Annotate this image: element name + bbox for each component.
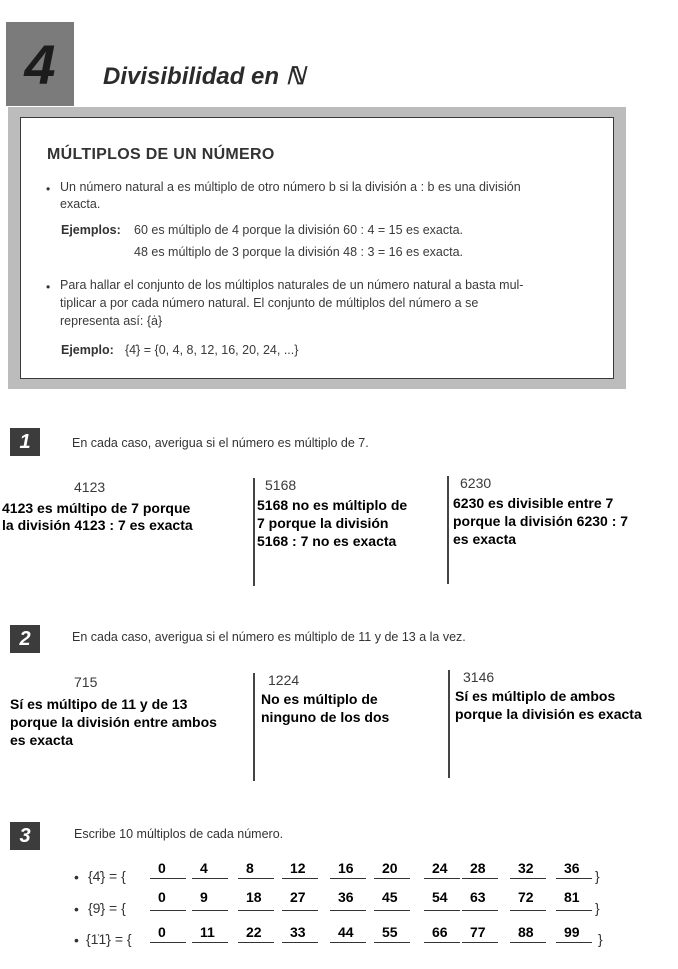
bullet-icon: • — [74, 869, 79, 885]
multiple-value: 0 — [158, 924, 166, 940]
multiple-value: 54 — [432, 889, 448, 905]
bullet-icon: • — [74, 901, 79, 917]
ex1-answer-2-line3: 5168 : 7 no es exacta — [257, 533, 397, 549]
answer-underline — [238, 878, 274, 879]
bullet-icon: • — [46, 182, 51, 196]
multiple-value: 27 — [290, 889, 306, 905]
multiple-value: 18 — [246, 889, 262, 905]
theory-bullet1-line1: Un número natural a es múltiplo de otro número b si la división a : b es una división — [60, 180, 521, 194]
answer-underline — [424, 942, 460, 943]
answer-underline — [238, 910, 274, 911]
ex2-number-2: 1224 — [268, 672, 300, 688]
answer-underline — [510, 910, 546, 911]
multiple-value: 36 — [564, 860, 580, 876]
multiple-value: 72 — [518, 889, 534, 905]
set-label-9: {9̇} = { — [88, 900, 126, 916]
multiple-value: 8 — [246, 860, 254, 876]
set-close-brace: } — [598, 931, 603, 947]
column-divider — [447, 476, 449, 584]
multiple-value: 33 — [290, 924, 306, 940]
theory-heading: MÚLTIPLOS DE UN NÚMERO — [47, 146, 275, 163]
ex1-answer-2-line1: 5168 no es múltiplo de — [257, 497, 408, 513]
multiple-value: 4 — [200, 860, 208, 876]
multiple-value: 36 — [338, 889, 354, 905]
multiple-value: 20 — [382, 860, 398, 876]
answer-underline — [192, 942, 228, 943]
ex2-answer-1-line3: es exacta — [10, 732, 74, 748]
bullet-icon: • — [74, 932, 79, 948]
answer-underline — [374, 910, 410, 911]
answer-underline — [330, 910, 366, 911]
answer-underline — [150, 878, 186, 879]
answer-underline — [374, 942, 410, 943]
ex2-number-1: 715 — [74, 674, 98, 690]
answer-underline — [556, 942, 592, 943]
set-label-4: {4̇} = { — [88, 868, 126, 884]
answer-underline — [330, 878, 366, 879]
exercise-2-number: 2 — [10, 625, 40, 653]
exercise-2-instruction: En cada caso, averigua si el número es múltiplo de 11 y de 13 a la vez. — [72, 630, 466, 644]
multiple-value: 81 — [564, 889, 580, 905]
exercise-1-instruction: En cada caso, averigua si el número es múltiplo de 7. — [72, 436, 369, 450]
multiple-value: 99 — [564, 924, 580, 940]
example-2: 48 es múltiplo de 3 porque la división 48 : 3 = 16 es exacta. — [134, 245, 464, 259]
ex1-number-2: 5168 — [265, 477, 297, 493]
theory-bullet2-line3: representa así: {ȧ} — [60, 314, 163, 328]
answer-underline — [330, 942, 366, 943]
ex1-answer-3-line1: 6230 es divisible entre 7 — [453, 495, 614, 511]
multiple-value: 0 — [158, 889, 166, 905]
multiple-value: 88 — [518, 924, 534, 940]
answer-underline — [282, 878, 318, 879]
example-1: 60 es múltiplo de 4 porque la división 60 : 4 = 15 es exacta. — [134, 223, 464, 237]
ex2-answer-1-line1: Sí es múltipo de 11 y de 13 — [10, 696, 188, 712]
ex2-answer-3-line1: Sí es múltiplo de ambos — [455, 688, 616, 704]
multiple-value: 16 — [338, 860, 354, 876]
answer-underline — [150, 942, 186, 943]
examples-label: Ejemplos: — [61, 223, 121, 237]
ex1-answer-2-line2: 7 porque la división — [257, 515, 389, 531]
multiple-value: 22 — [246, 924, 262, 940]
multiple-value: 0 — [158, 860, 166, 876]
ex2-answer-3-line2: porque la división es exacta — [455, 706, 642, 722]
answer-underline — [192, 910, 228, 911]
multiple-value: 9 — [200, 889, 208, 905]
column-divider — [448, 670, 450, 778]
theory-bullet2-line2: tiplicar a por cada número natural. El conjunto de múltiplos del número a se — [60, 296, 479, 310]
multiple-value: 28 — [470, 860, 486, 876]
multiple-value: 44 — [338, 924, 354, 940]
exercise-1-number: 1 — [10, 428, 40, 456]
set-close-brace: } — [595, 868, 600, 884]
theory-bullet2-line1: Para hallar el conjunto de los múltiplos naturales de un número natural a basta mul- — [60, 278, 524, 292]
ex2-answer-2-line2: ninguno de los dos — [261, 709, 390, 725]
multiple-value: 45 — [382, 889, 398, 905]
answer-underline — [150, 910, 186, 911]
multiple-value: 77 — [470, 924, 486, 940]
set-label-11: {1̇1̇} = { — [86, 931, 132, 947]
answer-underline — [462, 910, 498, 911]
page-title: Divisibilidad en ℕ — [103, 63, 305, 90]
ex1-answer-3-line2: porque la división 6230 : 7 — [453, 513, 629, 529]
multiple-value: 12 — [290, 860, 306, 876]
answer-underline — [556, 910, 592, 911]
ex2-answer-1-line2: porque la división entre ambos — [10, 714, 217, 730]
answer-underline — [510, 942, 546, 943]
bullet-icon: • — [46, 280, 51, 294]
answer-underline — [462, 942, 498, 943]
multiple-value: 11 — [200, 924, 215, 940]
answer-underline — [282, 942, 318, 943]
multiple-value: 63 — [470, 889, 486, 905]
example-label: Ejemplo: — [61, 343, 114, 357]
exercise-3-number: 3 — [10, 822, 40, 850]
answer-underline — [424, 878, 460, 879]
ex2-number-3: 3146 — [463, 669, 495, 685]
chapter-number: 4 — [24, 32, 56, 96]
answer-underline — [462, 878, 498, 879]
multiple-value: 32 — [518, 860, 534, 876]
example-multiples: {4̇} = {0, 4, 8, 12, 16, 20, 24, ...} — [125, 343, 299, 357]
ex1-answer-1-line1: 4123 es múltipo de 7 porque — [2, 500, 191, 516]
answer-underline — [238, 942, 274, 943]
answer-underline — [282, 910, 318, 911]
ex1-answer-1-line2: la división 4123 : 7 es exacta — [2, 517, 193, 533]
answer-underline — [374, 878, 410, 879]
ex1-answer-3-line3: es exacta — [453, 531, 517, 547]
answer-underline — [556, 878, 592, 879]
ex1-number-3: 6230 — [460, 475, 492, 491]
answer-underline — [510, 878, 546, 879]
column-divider — [253, 478, 255, 586]
exercise-3-instruction: Escribe 10 múltiplos de cada número. — [74, 827, 284, 841]
ex1-number-1: 4123 — [74, 479, 106, 495]
theory-bullet1-line2: exacta. — [60, 197, 101, 211]
ex2-answer-2-line1: No es múltiplo de — [261, 691, 378, 707]
multiple-value: 24 — [432, 860, 448, 876]
column-divider — [253, 673, 255, 781]
answer-underline — [192, 878, 228, 879]
multiple-value: 55 — [382, 924, 398, 940]
set-close-brace: } — [595, 900, 600, 916]
multiple-value: 66 — [432, 924, 448, 940]
answer-underline — [424, 910, 460, 911]
